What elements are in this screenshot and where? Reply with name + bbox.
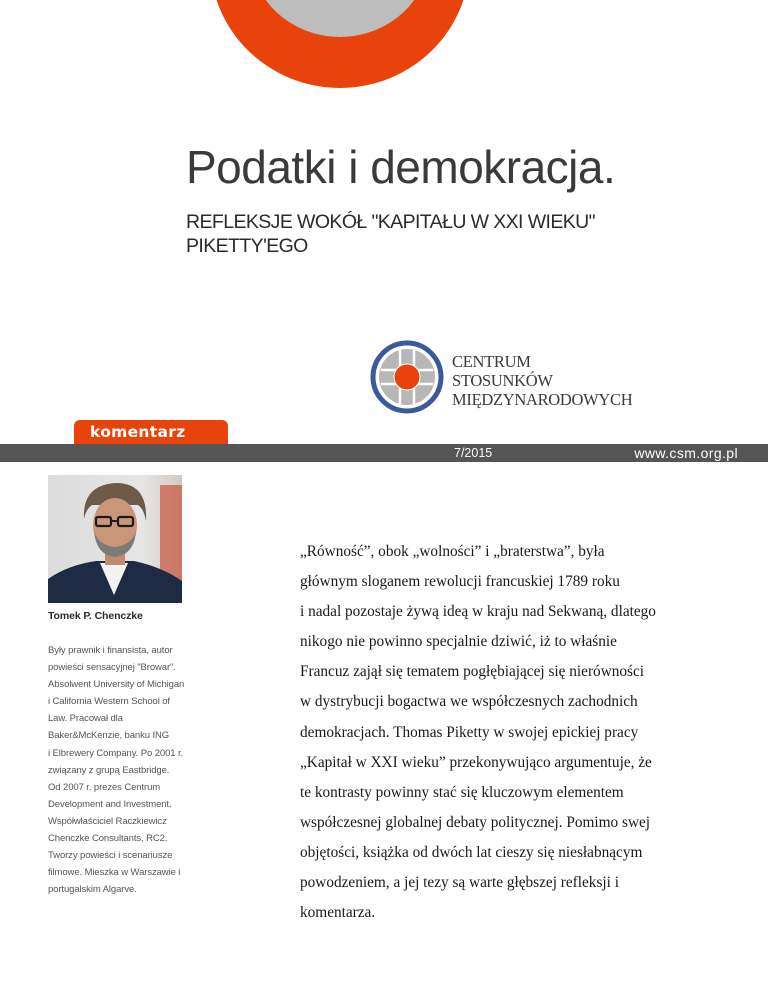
lead-paragraph [300,537,720,928]
bio-line: Baker&McKenzie, banku ING [48,730,170,742]
lead-line: demokracjach. Thomas Piketty w swojej epickiej pracy [300,723,639,741]
lead-line: w dystrybucji bogactwa we współczesnych zachodnich [300,693,638,711]
bio-line: portugalskim Algarve. [48,884,137,896]
bio-line: związany z grupą Eastbridge. [48,764,170,776]
lead-line: Francuz zajął się tematem pogłębiającej się nierówności [300,663,645,681]
bio-line: Współwłaściciel Raczkiewicz [48,815,167,827]
page-subtitle: REFLEKSJE WOKÓŁ "KAPITAŁU W XXI WIEKU" PIKETTY'EGO [186,211,595,257]
category-tab: komentarz [74,420,228,444]
lead-line: nikogo nie powinno specjalnie dziwić, iż to właśnie [300,633,617,651]
logo-line: MIĘDZYNARODOWYCH [452,390,633,409]
lead-line: głównym sloganem rewolucji francuskiej 1789 roku [300,573,620,591]
lead-line: „Równość”, obok „wolności” i „braterstwa”, była [300,543,605,560]
lead-line: współczesnej globalnej debaty politycznej. Pomimo swej [300,813,651,831]
lead-line: komentarza. [300,904,376,922]
lead-line: i nadal pozostaje żywą ideą w kraju nad Sekwaną, dlatego [300,603,656,621]
page-title: Podatki i demokracja. [186,141,616,193]
issue-number: 7/2015 [454,446,493,460]
bio-line: Od 2007 r. prezes Centrum [48,781,161,793]
bio-line: Absolwent University of Michigan [48,679,185,691]
bio-line: i Elbrewery Company. Po 2001 r. [48,747,184,759]
bio-line: filmowe. Mieszka w Warszawie i [48,867,181,879]
bio-line: powieści sensacyjnej "Browar". [48,662,176,674]
logo-wordmark [452,352,632,409]
bio-line: Tworzy powieści i scenariusze [48,850,173,862]
bio-line: Law. Pracował dla [48,713,123,725]
lead-line: te kontrasty powinny stać się kluczowym elementem [300,783,624,801]
lead-line: objętości, książka od dwóch lat cieszy się niesłabnącym [300,843,643,861]
bio-line: i California Western School of [48,696,170,708]
lead-line: „Kapitał w XXI wieku” przekonywująco argumentuje, że [300,753,652,771]
decorative-top-arc [0,0,768,90]
lead-line: powodzeniem, a jej tezy są warte głębszej refleksji i [300,874,619,892]
logo-line: STOSUNKÓW [452,371,553,390]
bio-line: Były prawnik i finansista, autor [48,645,173,656]
website-link[interactable]: www.csm.org.pl [634,445,738,461]
globe-logo-icon [370,340,444,414]
bio-line: Development and Investment. [48,798,172,810]
csm-logo [370,340,650,414]
author-bio [48,642,198,898]
author-name: Tomek P. Chenczke [48,610,143,622]
bio-line: Chenczke Consultants, RC2. [48,833,168,845]
logo-line: CENTRUM [452,352,531,371]
author-photo [48,475,182,603]
